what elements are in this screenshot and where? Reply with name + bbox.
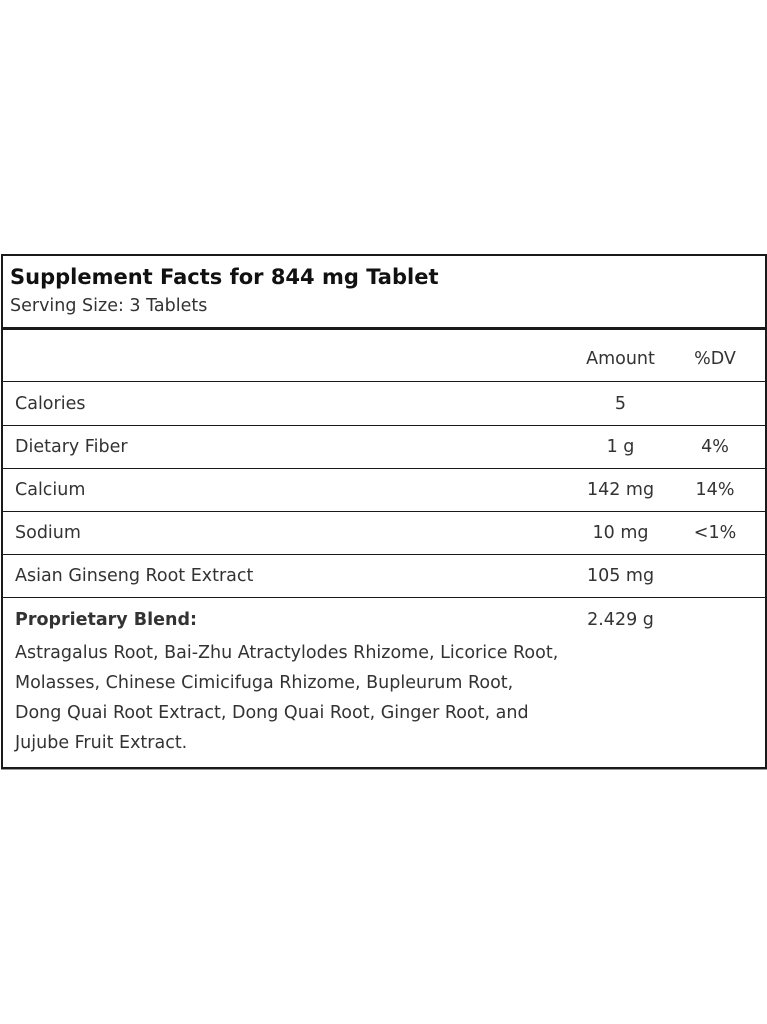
proprietary-blend-ingredients: Astragalus Root, Bai-Zhu Atractylodes Rhizome, Licorice Root, Molasses, Chinese Cimicifuga Rhizome, Bupleurum Root, Dong Quai Root Extract, Dong Quai Root, Ginger Root, and Jujube Fruit Extract.: [15, 643, 559, 753]
nutrient-row-calories: [3, 383, 765, 426]
nutrient-amount: 5: [614, 394, 627, 414]
nutrient-name: Sodium: [15, 523, 81, 543]
facts-title: Supplement Facts for 844 mg Tablet: [10, 265, 439, 289]
nutrient-amount: 10 mg: [592, 523, 649, 543]
facts-header: [3, 256, 765, 330]
nutrient-row-calcium: [3, 469, 765, 512]
nutrient-name: Dietary Fiber: [15, 437, 128, 457]
nutrient-name: Asian Ginseng Root Extract: [15, 566, 254, 586]
column-header-row: [3, 330, 765, 382]
supplement-facts-panel: [1, 254, 767, 769]
nutrient-amount: 1 g: [606, 437, 635, 457]
nutrient-name: Calories: [15, 394, 86, 414]
nutrient-amount: 105 mg: [586, 566, 655, 586]
nutrient-amount: 142 mg: [586, 480, 655, 500]
nutrient-row-sodium: [3, 512, 765, 555]
nutrient-row-asian-ginseng: [3, 555, 765, 598]
proprietary-blend-amount: 2.429 g: [587, 610, 654, 630]
nutrient-dv: 4%: [701, 437, 729, 457]
dv-column-header: %DV: [694, 349, 736, 369]
amount-column-header: Amount: [586, 349, 655, 369]
nutrient-dv: <1%: [693, 523, 737, 543]
nutrient-dv: 14%: [695, 480, 735, 500]
nutrient-name: Calcium: [15, 480, 86, 500]
proprietary-blend-title: Proprietary Blend:: [15, 610, 197, 630]
serving-size: Serving Size: 3 Tablets: [10, 296, 208, 316]
nutrient-row-dietary-fiber: [3, 426, 765, 469]
proprietary-blend-row: [3, 598, 765, 766]
